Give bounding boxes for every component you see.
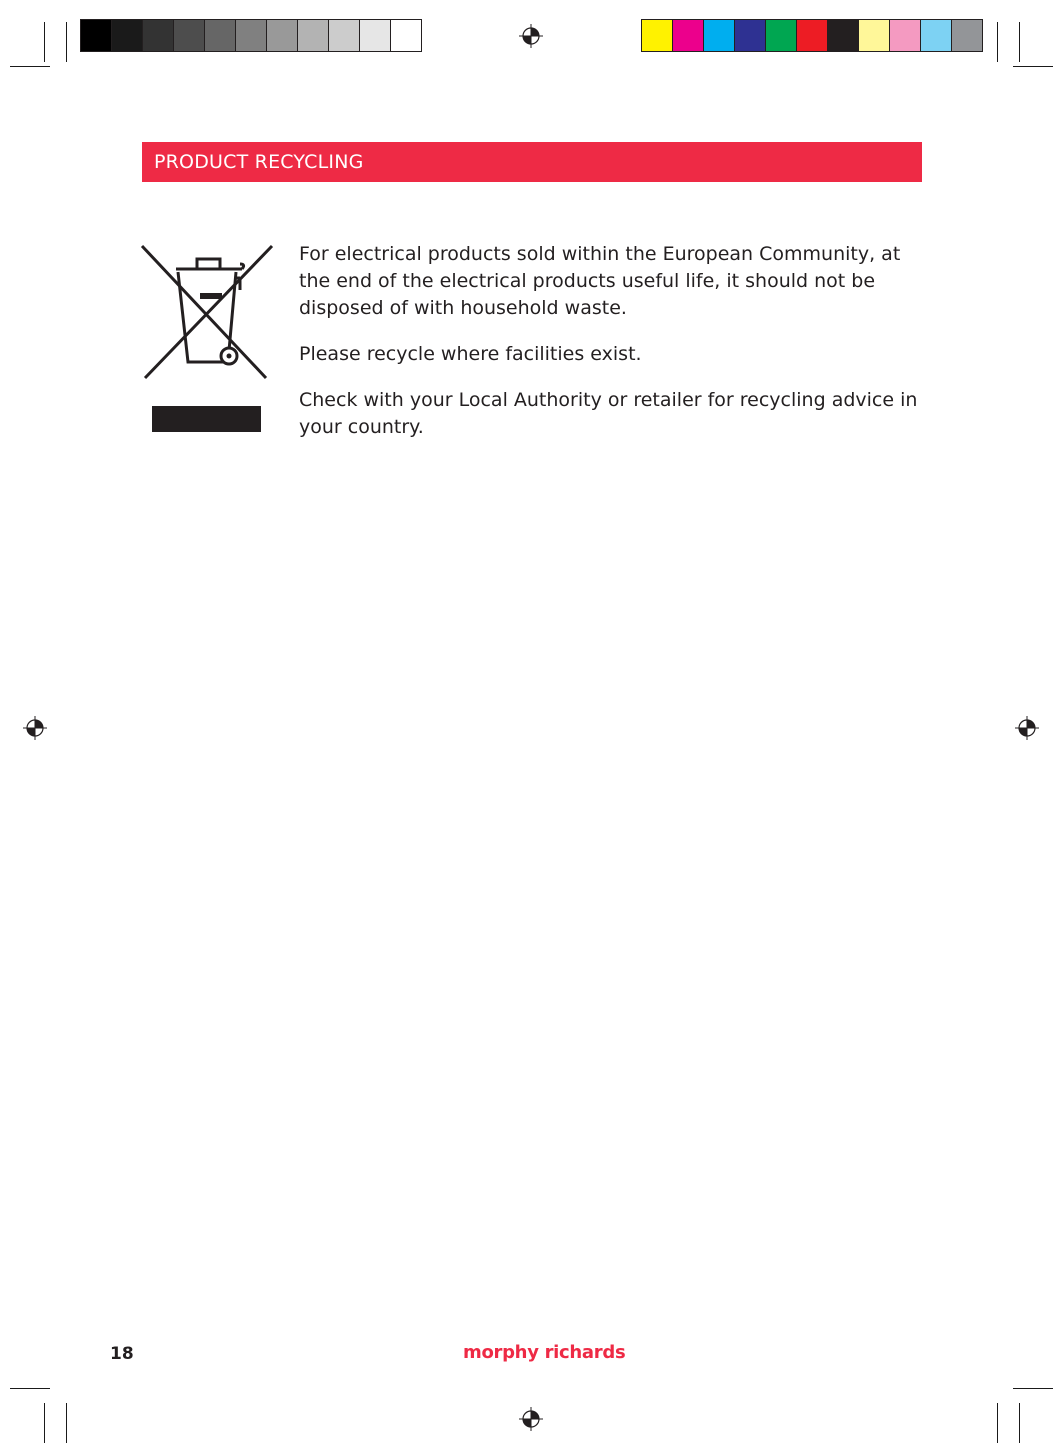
color-swatch bbox=[952, 20, 982, 51]
color-swatch bbox=[921, 20, 952, 51]
color-swatch bbox=[298, 20, 329, 51]
color-swatch bbox=[329, 20, 360, 51]
color-swatch bbox=[112, 20, 143, 51]
crop-mark bbox=[66, 22, 67, 62]
color-swatch bbox=[205, 20, 236, 51]
color-swatch bbox=[673, 20, 704, 51]
color-swatch bbox=[704, 20, 735, 51]
grayscale-color-bar bbox=[80, 19, 422, 52]
color-swatch bbox=[174, 20, 205, 51]
crop-mark bbox=[10, 66, 50, 67]
crop-mark bbox=[997, 1403, 998, 1443]
color-swatch bbox=[735, 20, 766, 51]
color-swatch bbox=[828, 20, 859, 51]
registration-mark-icon bbox=[23, 716, 47, 740]
page-number: 18 bbox=[110, 1344, 134, 1364]
color-swatch bbox=[360, 20, 391, 51]
color-swatch bbox=[797, 20, 828, 51]
section-title: PRODUCT RECYCLING bbox=[142, 142, 922, 182]
crop-mark bbox=[1019, 1403, 1020, 1443]
crop-mark bbox=[1019, 22, 1020, 62]
crop-mark bbox=[1013, 66, 1053, 67]
crop-mark bbox=[10, 1388, 50, 1389]
crop-mark bbox=[997, 22, 998, 62]
color-swatch bbox=[236, 20, 267, 51]
color-swatch bbox=[391, 20, 421, 51]
color-swatch bbox=[81, 20, 112, 51]
color-swatch bbox=[642, 20, 673, 51]
brand-logo: morphy richards bbox=[463, 1342, 626, 1363]
crop-mark bbox=[66, 1403, 67, 1443]
crop-mark bbox=[1013, 1388, 1053, 1389]
process-color-bar bbox=[641, 19, 983, 52]
recycling-paragraph: For electrical products sold within the European Community, at the end of the electrical products useful life, it should not be disposed of with household waste. bbox=[299, 243, 901, 319]
recycling-paragraph: Please recycle where facilities exist. bbox=[299, 343, 642, 365]
crop-mark bbox=[44, 1403, 45, 1443]
color-swatch bbox=[267, 20, 298, 51]
color-swatch bbox=[143, 20, 174, 51]
crossed-out-wheelie-bin-icon bbox=[140, 244, 276, 384]
recycling-paragraph: Check with your Local Authority or retailer for recycling advice in your country. bbox=[299, 389, 918, 438]
registration-mark-icon bbox=[519, 24, 543, 48]
color-swatch bbox=[890, 20, 921, 51]
color-swatch bbox=[859, 20, 890, 51]
crop-mark bbox=[44, 22, 45, 62]
color-swatch bbox=[766, 20, 797, 51]
recycling-text bbox=[299, 241, 919, 460]
weee-solid-bar bbox=[152, 406, 261, 432]
registration-mark-icon bbox=[519, 1407, 543, 1431]
registration-mark-icon bbox=[1015, 716, 1039, 740]
